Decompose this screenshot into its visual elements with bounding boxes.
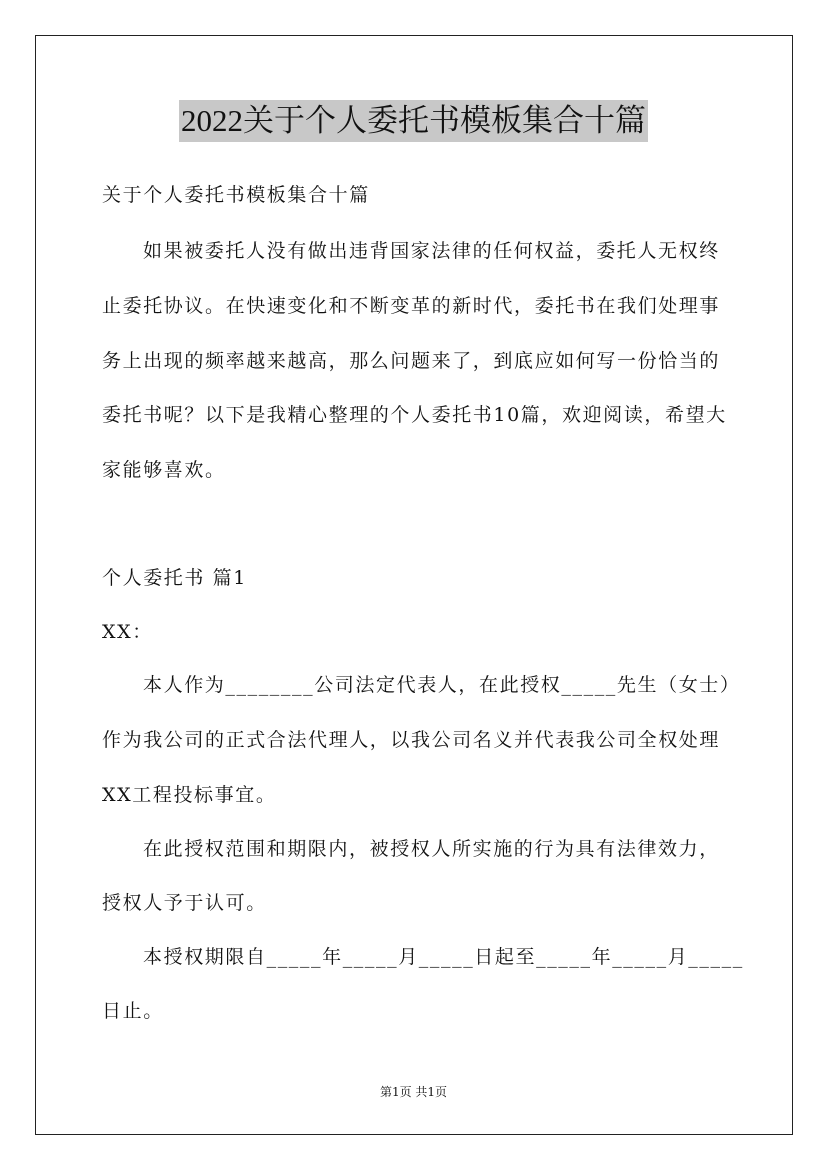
body-line-2: 作为我公司的正式合法代理人，以我公司名义并代表我公司全权处理 [102,729,721,751]
intro-line-4: 委托书呢？以下是我精心整理的个人委托书10篇，欢迎阅读，希望大 [102,404,727,426]
body-line-3: XX工程投标事宜。 [102,784,277,806]
section-heading: 个人委托书 篇1 [102,567,247,589]
body-line-7: 日止。 [102,1000,164,1022]
body-line-1: 本人作为________公司法定代表人，在此授权_____先生（女士） [143,674,741,696]
intro-line-1: 如果被委托人没有做出违背国家法律的任何权益，委托人无权终 [143,240,720,262]
page-footer: 第1页 共1页 [379,1085,448,1099]
body-line-5: 授权人予于认可。 [102,892,267,914]
body-line-6: 本授权期限自_____年_____月_____日起至_____年_____月_____ [143,946,744,968]
document-title: 2022关于个人委托书模板集合十篇 [179,100,648,142]
intro-line-5: 家能够喜欢。 [102,459,226,481]
title-container [0,100,827,142]
intro-line-2: 止委托协议。在快速变化和不断变革的新时代，委托书在我们处理事 [102,295,721,317]
body-line-4: 在此授权范围和期限内，被授权人所实施的行为具有法律效力， [143,838,720,860]
document-subtitle: 关于个人委托书模板集合十篇 [102,184,370,206]
intro-line-3: 务上出现的频率越来越高，那么问题来了，到底应如何写一份恰当的 [102,350,721,372]
salutation: XX： [102,621,153,643]
